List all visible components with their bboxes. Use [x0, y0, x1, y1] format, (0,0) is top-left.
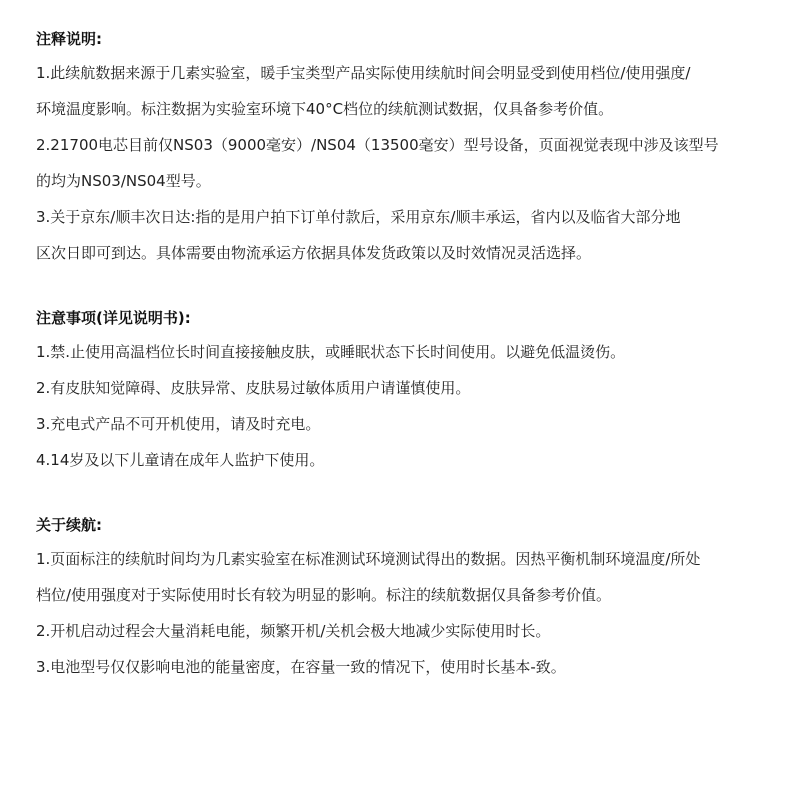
text-line: 的均为NS03/NS04型号。: [36, 172, 211, 190]
section-title: 注释说明:: [36, 30, 102, 48]
paragraph-list: [36, 55, 754, 271]
paragraph-list: [36, 334, 754, 478]
text-line: 区次日即可到达。具体需要由物流承运方依据具体发货政策以及时效情况灵活选择。: [36, 244, 592, 262]
text-line: 3.充电式产品不可开机使用，请及时充电。: [36, 415, 321, 433]
text-line: 2.有皮肤知觉障碍、皮肤异常、皮肤易过敏体质用户请谨慎使用。: [36, 379, 471, 397]
text-line: 1.禁.止使用高温档位长时间直接接触皮肤，或睡眠状态下长时间使用。以避免低温烫伤。: [36, 343, 626, 361]
text-line: 2.21700电芯目前仅NS03（9000毫安）/NS04（13500毫安）型号设备，页面视觉表现中涉及该型号: [36, 136, 719, 154]
text-line: 档位/使用强度对于实际使用时长有较为明显的影响。标注的续航数据仅具备参考价值。: [36, 586, 612, 604]
text-line: 3.电池型号仅仅影响电池的能量密度，在容量一致的情况下，使用时长基本-致。: [36, 658, 566, 676]
section-title: 关于续航:: [36, 516, 102, 534]
text-line: 1.页面标注的续航时间均为几素实验室在标准测试环境测试得出的数据。因热平衡机制环境温度/所处: [36, 550, 701, 568]
text-line: 4.14岁及以下儿童请在成年人监护下使用。: [36, 451, 325, 469]
text-line: 2.开机启动过程会大量消耗电能，频繁开机/关机会极大地减少实际使用时长。: [36, 622, 551, 640]
paragraph-list: [36, 541, 754, 685]
text-line: 3.关于京东/顺丰次日达:指的是用户拍下订单付款后，采用京东/顺丰承运，省内以及临省大部分地: [36, 208, 681, 226]
section-battery-life: [36, 515, 754, 685]
text-line: 环境温度影响。标注数据为实验室环境下40°C档位的续航测试数据，仅具备参考价值。: [36, 100, 614, 118]
text-line: 1.此续航数据来源于几素实验室，暖手宝类型产品实际使用续航时间会明显受到使用档位/使用强度/: [36, 64, 691, 82]
section-annotation-notes: [36, 29, 754, 271]
section-title: 注意事项(详见说明书):: [36, 309, 191, 327]
section-precautions: [36, 308, 754, 478]
